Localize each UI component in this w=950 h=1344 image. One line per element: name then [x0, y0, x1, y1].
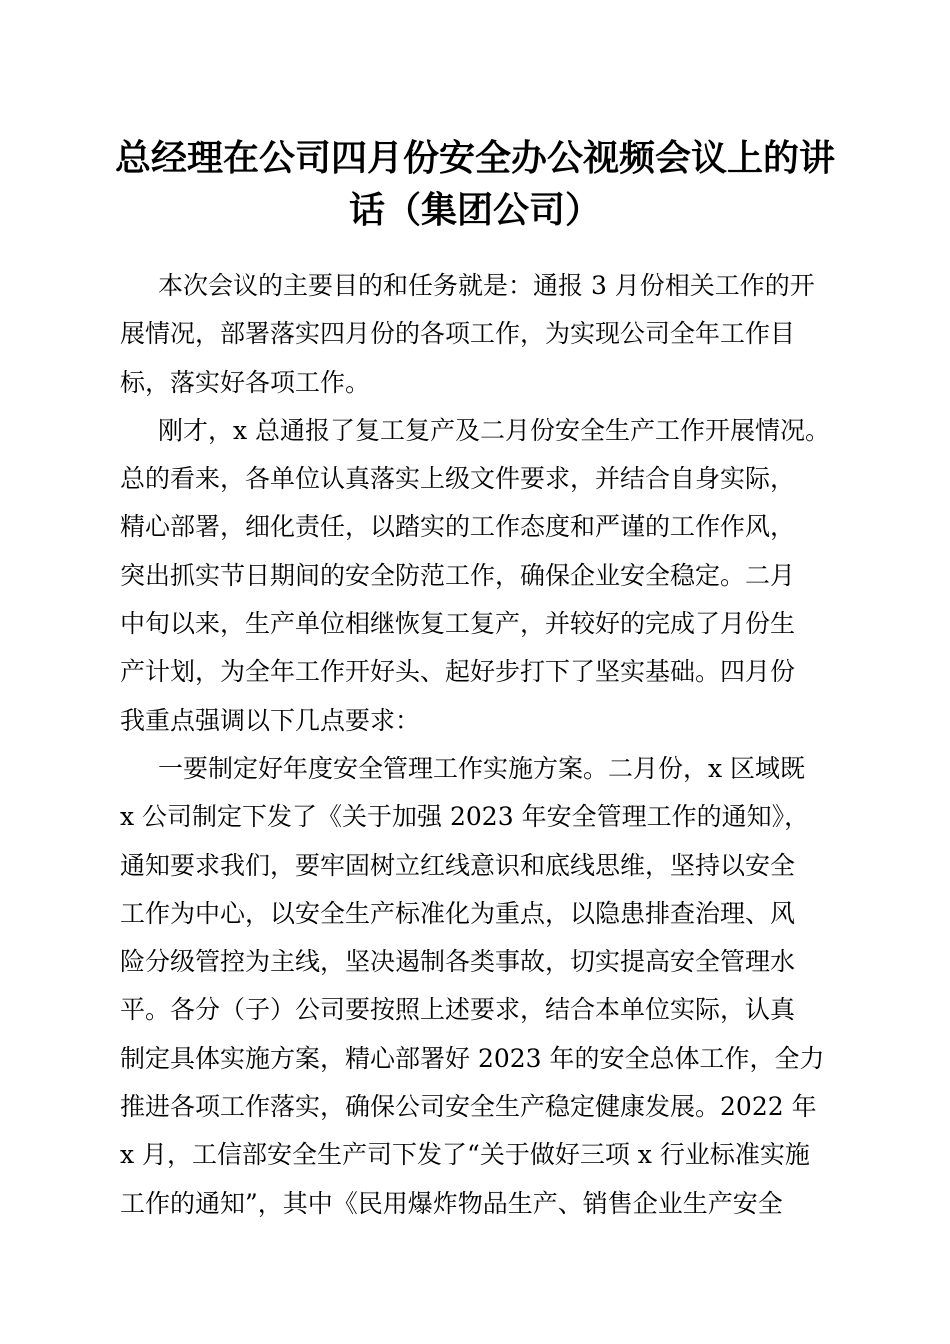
text-line: x 月，工信部安全生产司下发了“关于做好三项 x 行业标准实施: [120, 1140, 810, 1170]
text-line: 险分级管控为主线，坚决遏制各类事故，切实提高安全管理水: [120, 947, 796, 977]
text-line: 中旬以来，生产单位相继恢复工复产，并较好的完成了月份生: [120, 609, 796, 639]
text-line: 制定具体实施方案，精心部署好 2023 年的安全总体工作，全力: [120, 1043, 825, 1073]
text-line: 突出抓实节日期间的安全防范工作，确保企业安全稳定。二月: [120, 560, 796, 590]
document-body: [120, 262, 840, 1228]
title-line: 话（集团公司）: [348, 189, 601, 231]
paragraph-work-review: [120, 407, 840, 745]
text-line: 产计划，为全年工作开好头、起好步打下了坚实基础。四月份: [120, 657, 796, 687]
text-line: 展情况，部署落实四月份的各项工作，为实现公司全年工作目: [120, 319, 796, 349]
text-line: 刚才，x 总通报了复工复产及二月份安全生产工作开展情况。: [158, 415, 831, 445]
text-line: 通知要求我们，要牢固树立红线意识和底线思维，坚持以安全: [120, 850, 796, 880]
text-line: 标，落实好各项工作。: [120, 367, 371, 397]
text-line: 平。各分（子）公司要按照上述要求，结合本单位实际，认真: [120, 995, 796, 1025]
text-line: 本次会议的主要目的和任务就是：通报 3 月份相关工作的开: [158, 271, 815, 300]
title-line: 总经理在公司四月份安全办公视频会议上的讲: [114, 137, 835, 179]
text-line: 一要制定好年度安全管理工作实施方案。二月份，x 区域既: [158, 753, 806, 783]
text-line: 工作为中心，以安全生产标准化为重点，以隐患排查治理、风: [120, 898, 796, 928]
text-line: 精心部署，细化责任，以踏实的工作态度和严谨的工作作风，: [120, 512, 796, 542]
text-line: 我重点强调以下几点要求：: [120, 705, 421, 735]
text-line: 工作的通知”，其中《民用爆炸物品生产、销售企业生产安全: [120, 1188, 783, 1218]
document-title: [110, 132, 840, 236]
text-line: x 公司制定下发了《关于加强 2023 年安全管理工作的通知》，: [120, 802, 810, 832]
paragraph-meeting-purpose: [120, 262, 840, 407]
text-line: 总的看来，各单位认真落实上级文件要求，并结合自身实际，: [120, 464, 796, 494]
paragraph-requirement-one: [120, 745, 840, 1228]
text-line: 推进各项工作落实，确保公司安全生产稳定健康发展。2022 年: [120, 1092, 817, 1122]
